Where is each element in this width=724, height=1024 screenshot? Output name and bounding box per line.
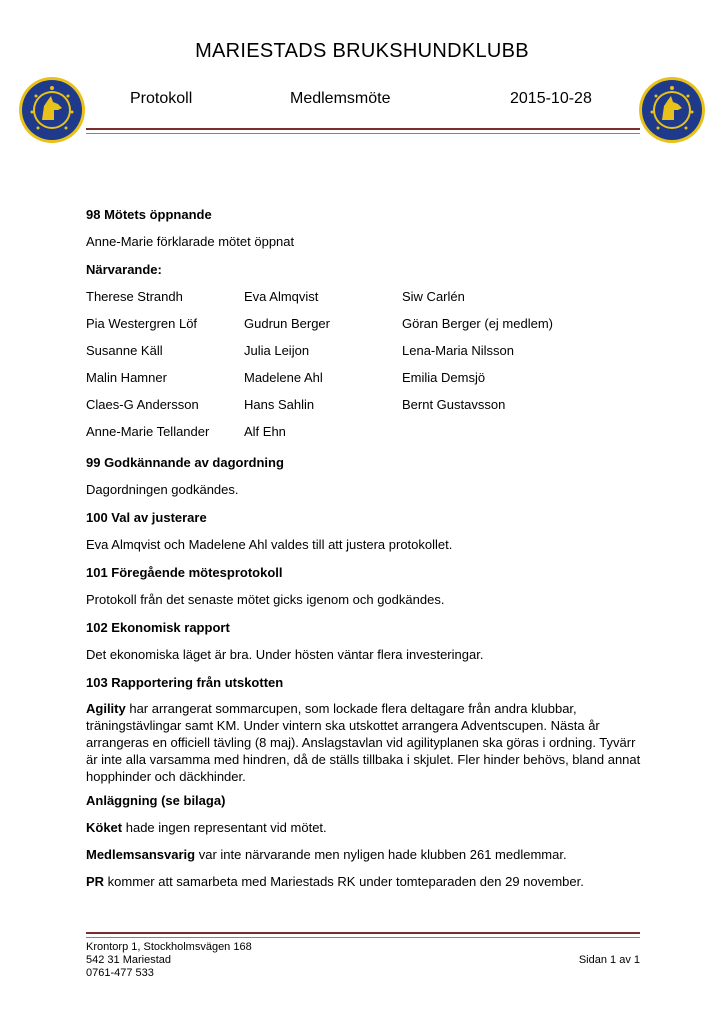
meeting-type: Medlemsmöte: [290, 90, 391, 107]
attendee: Alf Ehn: [244, 424, 286, 439]
attendee: Emilia Demsjö: [402, 370, 486, 385]
pr-text: kommer att samarbeta med Mariestads RK under tomteparaden den 29 november.: [104, 874, 584, 889]
attendee: Lena-Maria Nilsson: [402, 343, 514, 358]
agility-text: har arrangerat sommarcupen, som lockade flera deltagare från andra klubbar, träningstävlingar samt KM. Under vintern ska utskottet arrangera Adventscupen. Nästa år arrangeras en officiell tävling (8 maj). Anslagstavlan vid agilityplanen ska göras i ordning. Tyvärr är inte alla varsamma med hindren, då de ställs tillbaka i skjulet. Fler hinder behövs, bland annat hopphinder och däckhinder.: [86, 701, 641, 784]
attendee: Siw Carlén: [402, 289, 465, 304]
doc-type: Protokoll: [130, 90, 193, 107]
attendee: Eva Almqvist: [244, 289, 319, 304]
attendee: Susanne Käll: [86, 343, 163, 358]
agility-paragraph: [86, 700, 646, 785]
section-text-102: Det ekonomiska läget är bra. Under hösten väntar flera investeringar.: [86, 647, 484, 662]
medlem-label: Medlemsansvarig: [86, 847, 196, 862]
header-rule: [86, 128, 640, 130]
koket-label: Köket: [86, 820, 123, 835]
attendee: Malin Hamner: [86, 370, 167, 385]
footer-address-2: 542 31 Mariestad: [86, 954, 171, 966]
section-heading-102: 102 Ekonomisk rapport: [86, 620, 230, 635]
section-text-98: Anne-Marie förklarade mötet öppnat: [86, 234, 295, 249]
present-heading: Närvarande:: [86, 262, 162, 277]
header-rule-thin: [86, 133, 640, 134]
section-heading-103: 103 Rapportering från utskotten: [86, 675, 284, 690]
koket-paragraph: [86, 819, 646, 836]
page-number: Sidan 1 av 1: [578, 954, 640, 966]
attendee: Hans Sahlin: [244, 397, 315, 412]
attendee: Madelene Ahl: [244, 370, 323, 385]
meeting-date: 2015-10-28: [510, 90, 592, 107]
club-title: MARIESTADS BRUKSHUNDKLUBB: [195, 40, 529, 62]
section-text-99: Dagordningen godkändes.: [86, 482, 239, 497]
club-logo-left: [18, 76, 86, 144]
footer-rule-thin: [86, 937, 640, 938]
attendee: Göran Berger (ej medlem): [402, 316, 553, 331]
club-logo-right: [638, 76, 706, 144]
section-text-101: Protokoll från det senaste mötet gicks igenom och godkändes.: [86, 592, 445, 607]
medlem-paragraph: [86, 846, 646, 863]
section-heading-98: 98 Mötets öppnande: [86, 207, 212, 222]
agility-label: Agility: [86, 701, 126, 716]
attendee: Therese Strandh: [86, 289, 183, 304]
footer-address-1: Krontorp 1, Stockholmsvägen 168: [86, 941, 252, 953]
footer-phone: 0761-477 533: [86, 967, 154, 979]
section-heading-100: 100 Val av justerare: [86, 510, 207, 525]
pr-label: PR: [86, 874, 105, 889]
attendee: Bernt Gustavsson: [402, 397, 506, 412]
attendee: Claes-G Andersson: [86, 397, 199, 412]
attendee: Julia Leijon: [244, 343, 310, 358]
medlem-text: var inte närvarande men nyligen hade klubben 261 medlemmar.: [195, 847, 567, 862]
attendee: Gudrun Berger: [244, 316, 330, 331]
attendee: Pia Westergren Löf: [86, 316, 198, 331]
section-text-100: Eva Almqvist och Madelene Ahl valdes till att justera protokollet.: [86, 537, 453, 552]
section-heading-101: 101 Föregående mötesprotokoll: [86, 565, 283, 580]
footer-rule: [86, 932, 640, 934]
pr-paragraph: [86, 873, 646, 890]
koket-text: hade ingen representant vid mötet.: [122, 820, 327, 835]
section-heading-99: 99 Godkännande av dagordning: [86, 455, 284, 470]
anlaggning-heading: Anläggning (se bilaga): [86, 793, 226, 808]
attendee: Anne-Marie Tellander: [86, 424, 210, 439]
